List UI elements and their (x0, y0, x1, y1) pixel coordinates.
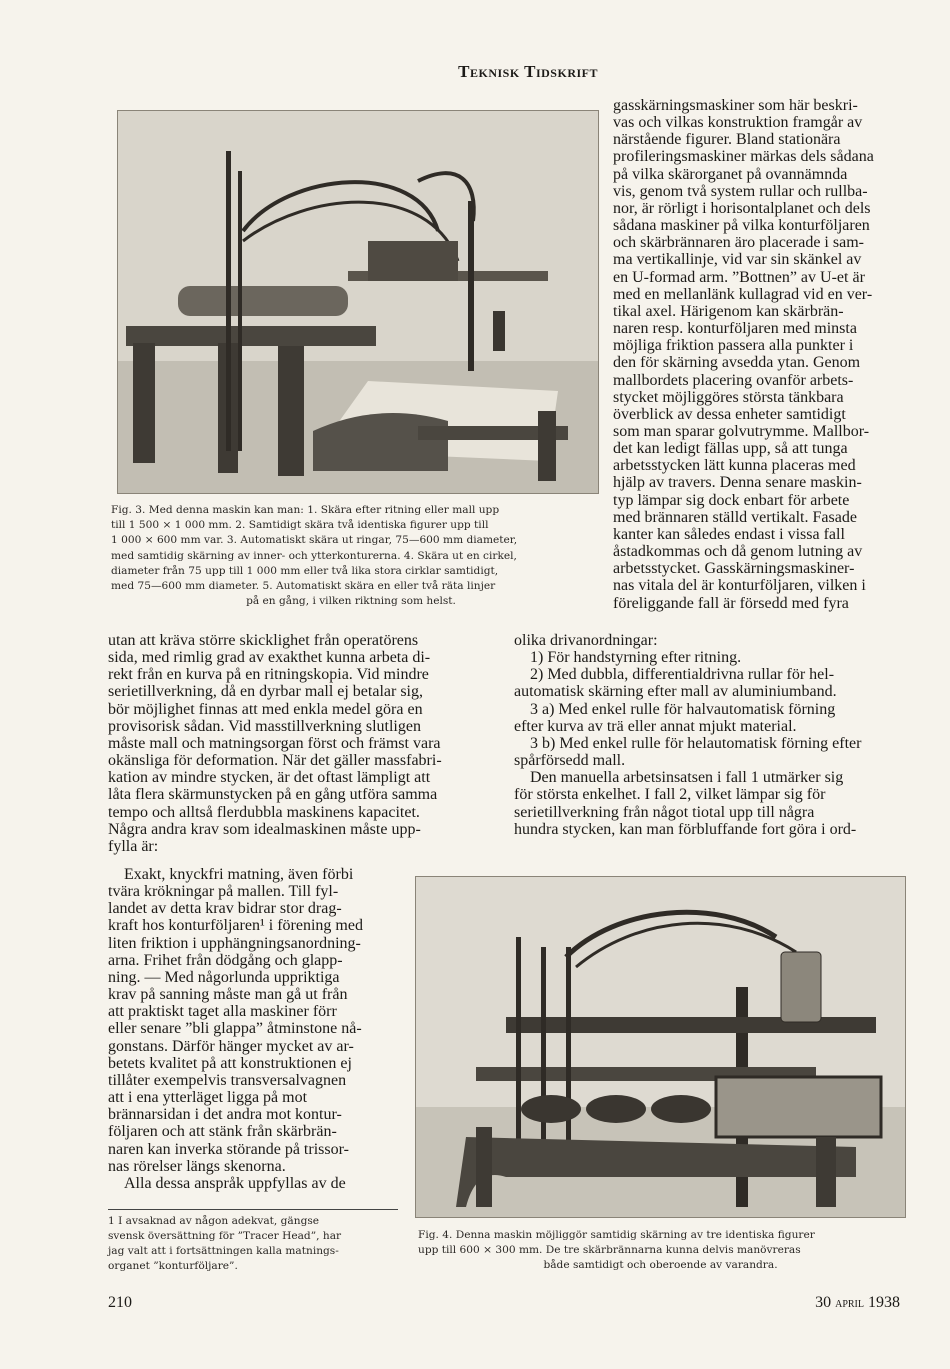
footnote (108, 1214, 398, 1274)
text-line: naren kan inverka störande på trissor- (108, 1140, 349, 1158)
text-line: ma vertikallinje, vid var sin skänkel av (613, 251, 862, 269)
caption-line: med 75—600 mm diameter. 5. Automatiskt skära en eller två räta linjer (111, 580, 496, 593)
text-line: profileringsmaskiner märkas dels sådana (613, 148, 874, 166)
text-line: utan att kräva större skicklighet från operatörens (108, 632, 419, 649)
text-line: vas och vilkas konstruktion framgår av (613, 114, 863, 132)
text-line: krav på sanning måste man gå ut från (108, 986, 348, 1004)
date-day: 30 (815, 1294, 832, 1311)
text-line: bör möjlighet finnas att med enkla medel göra en (108, 700, 423, 718)
caption-line: med samtidig skärning av inner- och ytterkonturerna. 4. Skära ut en cirkel, (111, 549, 517, 562)
figure-3-photo (117, 110, 599, 494)
issue-date (700, 1294, 900, 1312)
figure-3-caption (111, 503, 591, 609)
text-line: sådana maskiner på vilka konturföljaren (613, 217, 870, 235)
text-line: typ lämpar sig dock enbart för arbete (613, 491, 850, 509)
text-line: rekt från en kurva på en ritningskopia. Vid mindre (108, 666, 429, 684)
caption-line: på en gång, i vilken riktning som helst. (246, 595, 456, 608)
text-line: arna. Frihet från dödgång och glapp- (108, 951, 343, 969)
right-column-wide (514, 632, 903, 838)
list-item-2: 2) Med dubbla, differentialdrivna rullar för hel- (530, 666, 835, 684)
text-line: som man sparar golvutrymme. Mallbor- (613, 422, 870, 440)
text-line: Några andra krav som idealmaskinen måste upp- (108, 820, 421, 838)
text-line: olika drivanordningar: (514, 632, 658, 649)
page-number: 210 (108, 1294, 132, 1311)
text-line: tempo och alltså flerdubbla maskinens kapacitet. (108, 803, 420, 821)
text-line: hjälp av travers. Denna senare maskin- (613, 474, 862, 492)
caption-line: Fig. 3. Med denna maskin kan man: 1. Skära efter ritning eller mall upp (111, 504, 500, 516)
cutting-machine-photo (118, 111, 598, 493)
text-line: serietillverkning från något tiotal upp till några (514, 803, 815, 821)
caption-line: både samtidigt och oberoende av varandra. (543, 1259, 778, 1272)
text-line: vis, genom två system rullar och rullba- (613, 182, 868, 200)
text-line: eller senare ”bli glappa” åtminstone nå- (108, 1020, 362, 1038)
text-line: gasskärningsmaskiner som här beskri- (613, 97, 858, 114)
list-item-3b: 3 b) Med enkel rulle för helautomatisk förning efter (530, 734, 862, 752)
text-line: sida, med rimlig grad av exakthet kunna arbeta di- (108, 649, 431, 667)
text-line: överblick av dessa enheter samtidigt (613, 405, 846, 423)
text-line: möjliga friktion passera alla punkter i (613, 337, 854, 355)
text-line: tikal axel. Härigenom kan skärbrän- (613, 302, 844, 320)
right-column-top (613, 97, 903, 612)
text-line: på vilka skärorganet på ovannämnda (613, 165, 848, 183)
text-line: automatisk skärning efter mall av aluminiumband. (514, 683, 837, 701)
text-line: kation av mindre stycken, är det oftast lämpligt att (108, 769, 431, 787)
text-line: föreliggande fall är försedd med fyra (613, 594, 849, 612)
text-line: måste mall och matningsorgan först och främst vara (108, 734, 441, 752)
figure-4-photo (415, 876, 906, 1218)
text-line: hundra stycken, kan man förbluffande fort göra i ord- (514, 820, 857, 838)
text-line: tvära krökningar på mallen. Till fyl- (108, 883, 339, 901)
text-line: kanter kan således endast i vissa fall (613, 525, 845, 543)
text-line: ning. — Med någorlunda uppriktiga (108, 968, 340, 986)
text-line: nas rörelser längs skenorna. (108, 1157, 286, 1175)
journal-header: Teknisk Tidskrift (458, 62, 598, 81)
text-line: en U-formad arm. ”Bottnen” av U-et är (613, 268, 865, 286)
text-line: nor, är rörligt i horisontalplanet och dels (613, 199, 871, 217)
left-column-low (108, 866, 398, 1192)
text-line: mallbordets placering ovanför arbets- (613, 371, 854, 389)
text-line: provisorisk sådan. Vid masstillverkning slutligen (108, 717, 421, 735)
triple-torch-machine-photo (416, 877, 905, 1217)
text-line: med brännaren ställd vertikalt. Fasade (613, 508, 857, 526)
footnote-rule (108, 1209, 398, 1210)
text-line: naren resp. konturföljaren med minsta (613, 320, 857, 338)
text-line: låta flera skärmunstycken på en gång utföra samma (108, 786, 438, 804)
text-line: serietillverkning, då en dyrbar mall ej betalar sig, (108, 683, 423, 701)
text-line: arbetsstycket. Gasskärningsmaskiner- (613, 560, 855, 578)
text-line: följaren och att stänk från skärbrän- (108, 1123, 337, 1141)
text-line: och skärbrännaren äro placerade i sam- (613, 234, 864, 252)
text-line: åstadkommas och då genom lutning av (613, 543, 863, 561)
text-line: att i ena ytterläget ligga på mot (108, 1089, 308, 1107)
text-line: kraft hos konturföljaren¹ i förening med (108, 917, 363, 935)
text-line: med en mellanlänk kullagrad vid en ver- (613, 285, 873, 303)
list-item-1: 1) För handstyrning efter ritning. (530, 649, 742, 667)
date-year: 1938 (868, 1294, 900, 1311)
footnote-line: jag valt att i fortsättningen kalla matnings- (108, 1245, 339, 1257)
footnote-line: svensk översättning för ”Tracer Head”, har (108, 1230, 342, 1242)
figure-4-caption (418, 1228, 903, 1274)
text-line: efter kurva av trä eller annat mjukt material. (514, 717, 797, 735)
left-column-mid (108, 632, 495, 855)
text-line: närstående figurer. Bland stationära (613, 131, 841, 149)
text-line: okänsliga för deformation. När det gäller massfabri- (108, 752, 442, 770)
text-line: tillåter exempelvis transversalvagnen (108, 1071, 347, 1089)
text-line: gonstans. Därför hänger mycket av ar- (108, 1037, 354, 1055)
footnote-line: organet ”konturföljare”. (108, 1260, 238, 1272)
text-line: fylla är: (108, 837, 159, 855)
text-line: landet av detta krav bidrar stor drag- (108, 900, 342, 918)
text-line: spårförsedd mall. (514, 752, 626, 770)
text-line: den för skärning avsedda ytan. Genom (613, 354, 861, 372)
text-line: att praktiskt taget alla maskiner förr (108, 1003, 337, 1021)
caption-line: upp till 600 × 300 mm. De tre skärbrännarna kunna delvis manövreras (418, 1244, 801, 1257)
text-line: betets kvalitet på att konstruktionen ej (108, 1054, 352, 1072)
text-line: brännarsidan i det andra mot kontur- (108, 1106, 342, 1124)
text-line: för största enkelhet. I fall 2, vilket lämpar sig för (514, 786, 826, 804)
text-line: det kan ledigt fällas upp, så att tunga (613, 440, 848, 458)
caption-line: diameter från 75 upp till 1 000 mm eller två lika stora cirklar samtidigt, (111, 564, 499, 577)
text-line: arbetsstycken lätt kunna placeras med (613, 457, 856, 475)
text-line: stycket möjliggöres största tänkbara (613, 388, 844, 406)
caption-line: till 1 500 × 1 000 mm. 2. Samtidigt skära två identiska figurer upp till (111, 519, 489, 532)
text-line: Alla dessa anspråk uppfyllas av de (124, 1174, 346, 1192)
text-line: Den manuella arbetsinsatsen i fall 1 utmärker sig (530, 769, 844, 787)
caption-line: Fig. 4. Denna maskin möjliggör samtidig skärning av tre identiska figurer (418, 1229, 815, 1241)
text-line: liten friktion i upphängningsanordning- (108, 934, 361, 952)
list-item-3a: 3 a) Med enkel rulle för halvautomatisk förning (530, 700, 836, 718)
date-month: april (835, 1296, 864, 1311)
footnote-line: 1 I avsaknad av någon adekvat, gängse (108, 1215, 320, 1227)
caption-line: 1 000 × 600 mm var. 3. Automatiskt skära ut ringar, 75—600 mm diameter, (111, 534, 518, 547)
text-line: Exakt, knyckfri matning, även förbi (124, 866, 354, 883)
text-line: nas vitala del är konturföljaren, vilken i (613, 577, 866, 595)
